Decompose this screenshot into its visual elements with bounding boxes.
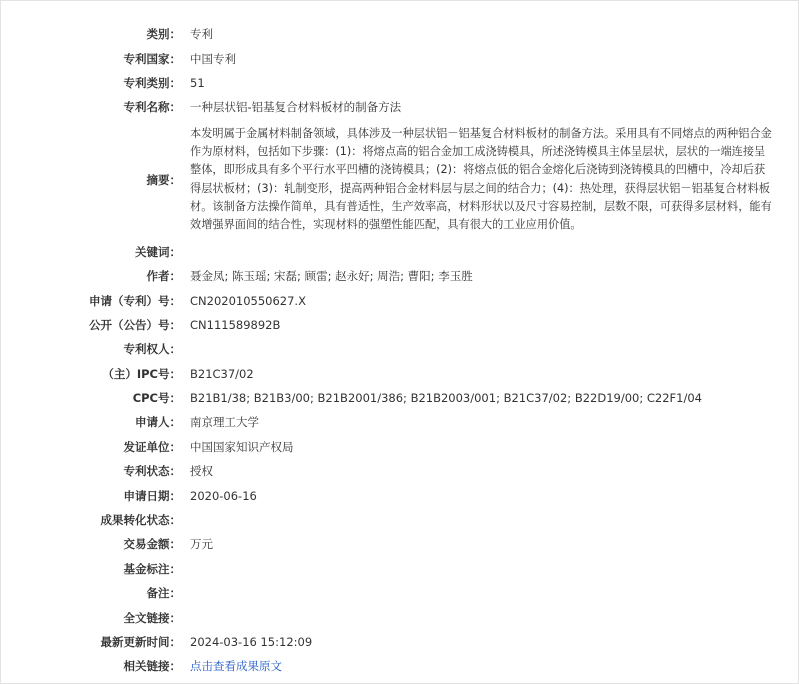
view-original-link[interactable]: 点击查看成果原文 (190, 659, 282, 674)
row-issuing-authority (1, 435, 799, 459)
label-ipc: （主）IPC号： (102, 366, 181, 381)
label-transfer-status: 成果转化状态： (100, 513, 181, 528)
row-transfer-status (1, 508, 799, 532)
row-patentee (1, 337, 799, 361)
row-related-link (1, 654, 799, 678)
row-abstract (1, 120, 799, 240)
value-cpc: B21B1/38; B21B3/00; B21B2001/386; B21B2003/001; B21C37/02; B22D19/00; C22F1/04 (190, 391, 702, 406)
row-cpc (1, 386, 799, 410)
row-category (1, 22, 799, 46)
label-last-updated: 最新更新时间： (100, 635, 181, 649)
label-applicant: 申请人： (135, 415, 181, 430)
label-cpc: CPC号： (132, 391, 181, 406)
value-application-number: CN202010550627.X (190, 293, 306, 308)
value-publication-number: CN111589892B (190, 317, 281, 332)
label-patent-status: 专利状态： (123, 464, 181, 479)
label-issuing-authority: 发证单位： (123, 439, 181, 454)
row-patent-type (1, 71, 799, 95)
value-country: 中国专利 (190, 51, 236, 66)
label-application-number: 申请（专利）号： (89, 293, 181, 308)
label-publication-number: 公开（公告）号： (89, 317, 181, 332)
label-category: 类别： (146, 27, 181, 42)
label-patent-type: 专利类别： (123, 75, 181, 90)
value-patent-status: 授权 (190, 464, 213, 479)
row-patent-name (1, 95, 799, 119)
row-applicant (1, 410, 799, 434)
value-application-date: 2020-06-16 (190, 488, 257, 503)
row-publication-number (1, 313, 799, 337)
label-abstract: 摘要： (146, 172, 181, 187)
label-patentee: 专利权人： (123, 342, 181, 357)
row-keywords (1, 240, 799, 264)
value-category: 专利 (190, 27, 213, 42)
label-remarks: 备注： (146, 586, 181, 601)
value-related-link-wrap (181, 658, 282, 674)
value-patent-type: 51 (190, 75, 205, 90)
row-fulltext-link (1, 605, 799, 629)
row-remarks (1, 581, 799, 605)
row-transaction-amount (1, 532, 799, 556)
value-last-updated: 2024-03-16 15:12:09 (190, 635, 313, 649)
row-country (1, 46, 799, 70)
row-ipc (1, 362, 799, 386)
label-fulltext-link: 全文链接： (123, 610, 181, 625)
value-patent-name: 一种层状铝-铝基复合材料板材的制备方法 (190, 100, 402, 115)
row-authors (1, 264, 799, 288)
value-ipc: B21C37/02 (190, 366, 254, 381)
row-last-updated (1, 630, 799, 654)
value-authors: 聂金凤; 陈玉瑶; 宋磊; 顾雷; 赵永好; 周浩; 曹阳; 李玉胜 (190, 269, 473, 284)
label-application-date: 申请日期： (123, 488, 181, 503)
label-related-link: 相关链接： (123, 659, 181, 674)
value-abstract: 本发明属于金属材料制备领域，具体涉及一种层状铝－铝基复合材料板材的制备方法。采用具有不同熔点的两种铝合金作为原材料，包括如下步骤：(1)：将熔点高的铝合金加工成浇铸模具，所述浇铸模具主体呈层状，层状的一端连接呈整体，即形成具有多个平行水平凹槽的浇铸模具；(2)：将熔点低的铝合金熔化后浇铸到浇铸模具的凹槽中，冷却后获得层状板材；(3)：轧制变形，提高两种铝合金材料层与层之间的结合力；(4)：热处理，获得层状铝－铝基复合材料板材。该制备方法操作简单，具有普适性，生产效率高，材料形状以及尺寸容易控制，层数不限，可获得多层材料，能有效增强界面间的结合性，实现材料的强塑性能匹配，具有很大的工业应用价值。 (190, 126, 772, 231)
label-patent-name: 专利名称： (123, 100, 181, 115)
row-fund-note (1, 557, 799, 581)
row-application-number (1, 288, 799, 312)
label-authors: 作者： (146, 269, 181, 284)
row-patent-status (1, 459, 799, 483)
row-application-date (1, 483, 799, 507)
value-issuing-authority: 中国国家知识产权局 (190, 439, 294, 454)
value-applicant: 南京理工大学 (190, 415, 259, 430)
label-keywords: 关键词： (135, 244, 181, 259)
label-fund-note: 基金标注： (123, 561, 181, 576)
patent-detail-table (1, 22, 799, 679)
label-country: 专利国家： (123, 51, 181, 66)
value-transaction-amount: 万元 (190, 537, 213, 552)
label-transaction-amount: 交易金额： (123, 537, 181, 552)
